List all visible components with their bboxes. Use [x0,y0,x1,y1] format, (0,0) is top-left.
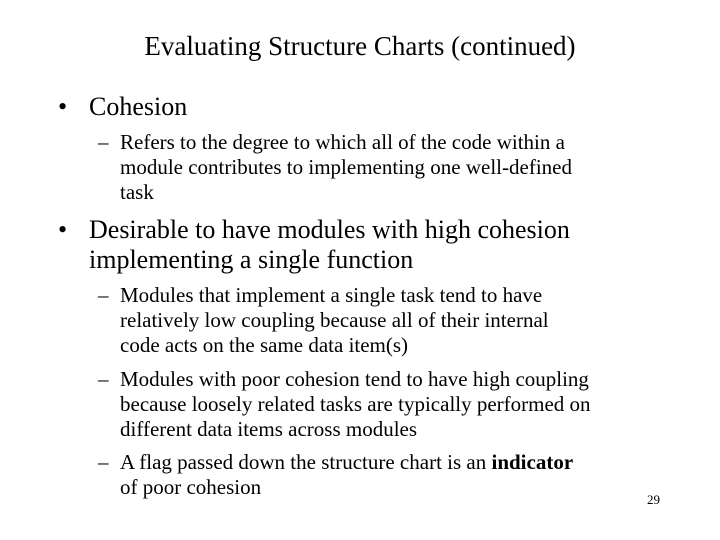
bullet-text [89,215,570,275]
bullet-line: Cohesion [89,92,188,121]
sub-bullet-text [120,130,572,205]
dash-marker: – [98,450,109,474]
sub-bullet-line: because loosely related tasks are typically performed on [120,392,591,416]
sub-bullet-line: Refers to the degree to which all of the code within a [120,130,565,154]
sub-bullet-line-text: A flag passed down the structure chart is an [120,450,492,474]
sub-bullet-line: Modules with poor cohesion tend to have high coupling [120,367,589,391]
sub-bullet-line: of poor cohesion [120,475,262,499]
sub-bullet-line: code acts on the same data item(s) [120,333,409,357]
sub-bullet-text [120,450,573,500]
sub-bullet-text [120,283,549,358]
bullet-cohesion [58,92,187,122]
sub-bullet-line: Modules that implement a single task tend to have [120,283,543,307]
slide-title: Evaluating Structure Charts (continued) [144,31,576,61]
sub-bullet-low-coupling [98,283,549,358]
bullet-text [89,92,187,122]
page-number: 29 [647,492,660,507]
bullet-line: implementing a single function [89,245,414,274]
sub-bullet-flag-indicator [98,450,573,500]
sub-bullet-cohesion-definition [98,130,572,205]
sub-bullet-line: different data items across modules [120,417,418,441]
dash-marker: – [98,283,109,307]
sub-bullet-line: module contributes to implementing one well-defined [120,155,572,179]
dash-marker: – [98,130,109,154]
sub-bullet-line: relatively low coupling because all of their internal [120,308,549,332]
bullet-marker: • [58,92,68,121]
sub-bullet-poor-cohesion [98,367,591,442]
dash-marker: – [98,367,109,391]
bullet-marker: • [58,215,68,244]
sub-bullet-line: task [120,180,154,204]
indicator-bold-text: indicator [491,450,574,474]
bullet-high-cohesion [58,215,570,275]
bullet-line: Desirable to have modules with high cohesion [89,215,570,244]
sub-bullet-line [120,450,573,475]
sub-bullet-text [120,367,591,442]
